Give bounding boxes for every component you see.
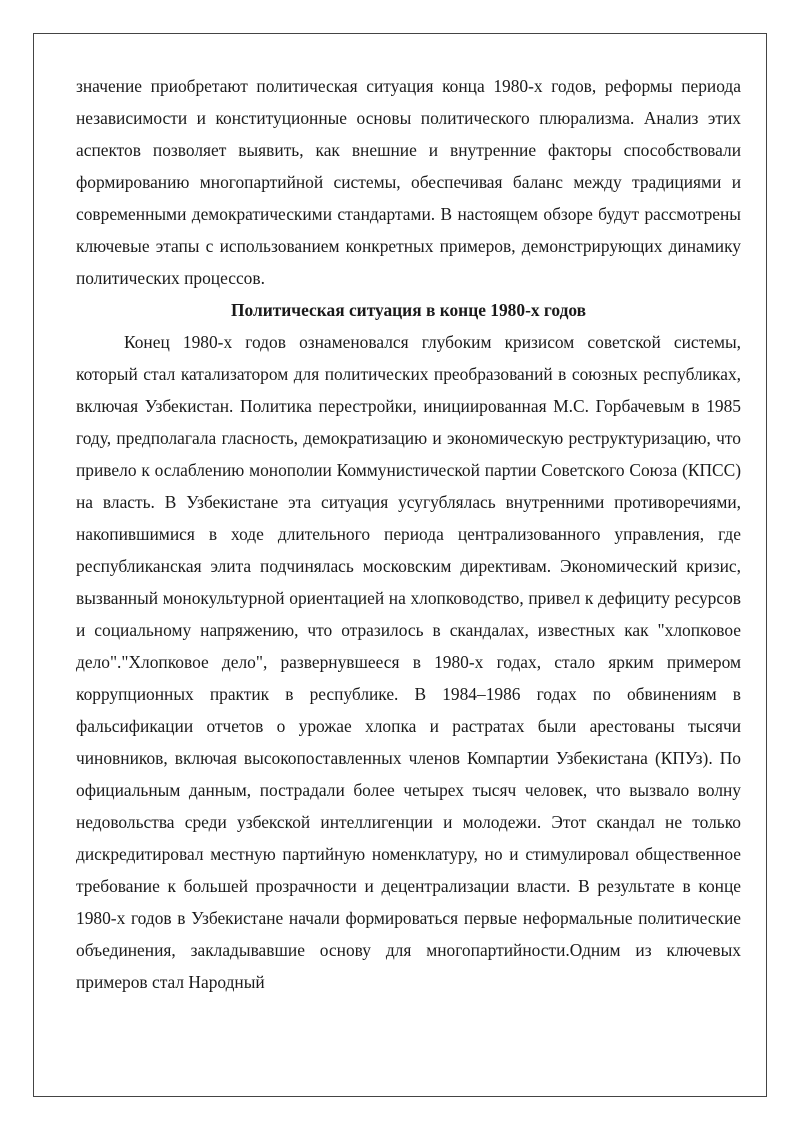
document-body	[76, 70, 741, 998]
section-heading: Политическая ситуация в конце 1980-х годов	[230, 300, 587, 320]
paragraph-political-situation: Конец 1980-х годов ознаменовался глубоким кризисом советской системы, который стал катализатором для политических преобразований в союзных республиках, включая Узбекистан. Политика перестройки, инициированная М.С. Горбачевым в 1985 году, предполагала гласность, демократизацию и экономическую реструктуризацию, что привело к ослаблению монополии Коммунистической партии Советского Союза (КПСС) на власть. В Узбекистане эта ситуация усугублялась внутренними противоречиями, накопившимися в ходе длительного периода централизованного управления, где республиканская элита подчинялась московским директивам. Экономический кризис, вызванный монокультурной ориентацией на хлопководство, привел к дефициту ресурсов и социальному напряжению, что отразилось в скандалах, известных как "хлопковое дело"."Хлопковое дело", развернувшееся в 1980-х годах, стало ярким примером коррупционных практик в республике. В 1984–1986 годах по обвинениям в фальсификации отчетов о урожае хлопка и растратах были арестованы тысячи чиновников, включая высокопоставленных членов Компартии Узбекистана (КПУз). По официальным данным, пострадали более четырех тысяч человек, что вызвало волну недовольства среди узбекской интеллигенции и молодежи. Этот скандал не только дискредитировал местную партийную номенклатуру, но и стимулировал общественное требование к большей прозрачности и децентрализации власти. В результате в конце 1980-х годов в Узбекистане начали формироваться первые неформальные политические объединения, закладывавшие основу для многопартийности.Одним из ключевых примеров стал Народный	[76, 332, 741, 992]
paragraph-intro: значение приобретают политическая ситуация конца 1980-х годов, реформы периода независимости и конституционные основы политического плюрализма. Анализ этих аспектов позволяет выявить, как внешние и внутренние факторы способствовали формированию многопартийной системы, обеспечивая баланс между традициями и современными демократическими стандартами. В настоящем обзоре будут рассмотрены ключевые этапы с использованием конкретных примеров, демонстрирующих динамику политических процессов.	[76, 76, 741, 288]
